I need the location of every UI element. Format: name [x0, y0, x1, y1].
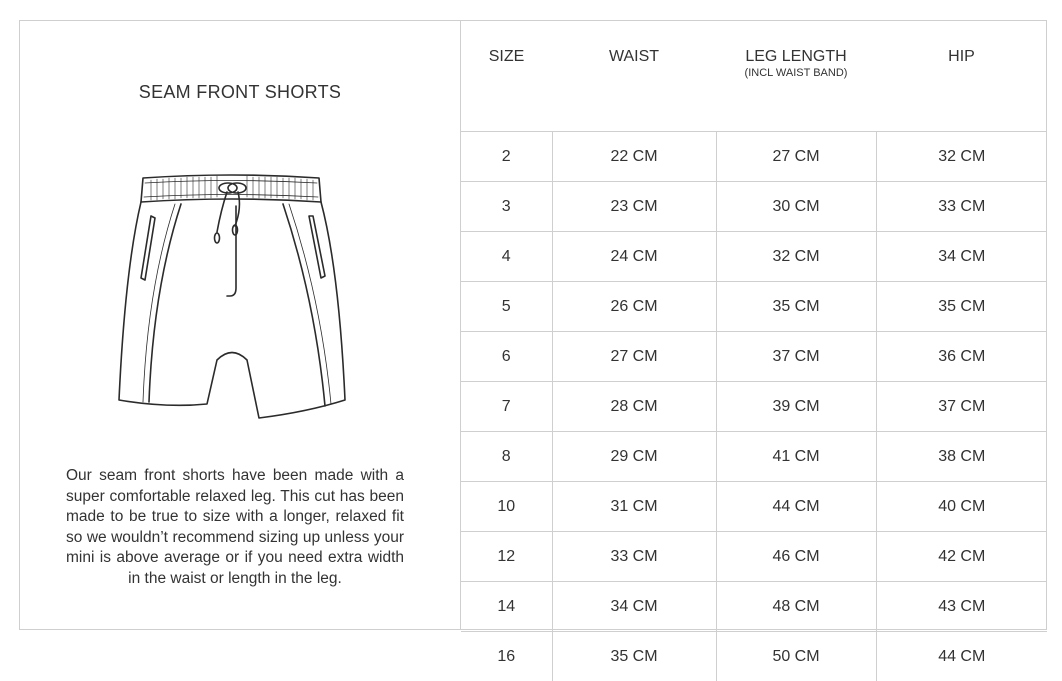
header-size: SIZE	[461, 20, 552, 132]
hip-cell: 33 CM	[876, 182, 1047, 232]
waist-cell: 26 CM	[552, 282, 716, 332]
hip-cell: 34 CM	[876, 232, 1047, 282]
table-row	[461, 132, 1047, 182]
size-table	[461, 20, 1047, 681]
waist-cell: 35 CM	[552, 632, 716, 681]
hip-cell: 35 CM	[876, 282, 1047, 332]
header-leg-length-note: (INCL WAIST BAND)	[717, 67, 875, 79]
waist-cell: 27 CM	[552, 332, 716, 382]
hip-cell: 37 CM	[876, 382, 1047, 432]
table-row	[461, 532, 1047, 582]
table-row	[461, 182, 1047, 232]
product-title: SEAM FRONT SHORTS	[19, 82, 461, 103]
size-cell: 3	[461, 182, 552, 232]
hip-cell: 44 CM	[876, 632, 1047, 681]
waist-cell: 31 CM	[552, 482, 716, 532]
table-row	[461, 332, 1047, 382]
leg-length-cell: 41 CM	[716, 432, 876, 482]
size-cell: 12	[461, 532, 552, 582]
waist-cell: 28 CM	[552, 382, 716, 432]
hip-cell: 36 CM	[876, 332, 1047, 382]
size-cell: 4	[461, 232, 552, 282]
waist-cell: 34 CM	[552, 582, 716, 632]
header-leg-length	[716, 20, 876, 132]
waist-cell: 22 CM	[552, 132, 716, 182]
table-header-row	[461, 20, 1047, 132]
leg-length-cell: 50 CM	[716, 632, 876, 681]
header-leg-length-label: LEG LENGTH	[745, 48, 846, 65]
hip-cell: 43 CM	[876, 582, 1047, 632]
table-row	[461, 282, 1047, 332]
table-row	[461, 382, 1047, 432]
size-cell: 8	[461, 432, 552, 482]
leg-length-cell: 44 CM	[716, 482, 876, 532]
hip-cell: 40 CM	[876, 482, 1047, 532]
size-cell: 10	[461, 482, 552, 532]
shorts-illustration	[97, 150, 367, 430]
size-cell: 2	[461, 132, 552, 182]
product-description: Our seam front shorts have been made with a super comfortable relaxed leg. This cut has been made to be true to size with a longer, relaxed fit so we wouldn’t recommend sizing up unless your mini is above average or if you need extra width in the waist or length in the leg.	[66, 466, 404, 589]
waist-cell: 23 CM	[552, 182, 716, 232]
leg-length-cell: 48 CM	[716, 582, 876, 632]
table-row	[461, 582, 1047, 632]
leg-length-cell: 30 CM	[716, 182, 876, 232]
leg-length-cell: 27 CM	[716, 132, 876, 182]
header-waist: WAIST	[552, 20, 716, 132]
product-panel	[19, 20, 461, 630]
waist-cell: 24 CM	[552, 232, 716, 282]
size-cell: 6	[461, 332, 552, 382]
waist-cell: 33 CM	[552, 532, 716, 582]
size-cell: 14	[461, 582, 552, 632]
leg-length-cell: 37 CM	[716, 332, 876, 382]
leg-length-cell: 46 CM	[716, 532, 876, 582]
hip-cell: 42 CM	[876, 532, 1047, 582]
hip-cell: 38 CM	[876, 432, 1047, 482]
size-cell: 7	[461, 382, 552, 432]
waist-cell: 29 CM	[552, 432, 716, 482]
size-cell: 16	[461, 632, 552, 681]
table-row	[461, 232, 1047, 282]
table-row	[461, 432, 1047, 482]
hip-cell: 32 CM	[876, 132, 1047, 182]
table-row	[461, 482, 1047, 532]
leg-length-cell: 32 CM	[716, 232, 876, 282]
leg-length-cell: 35 CM	[716, 282, 876, 332]
size-cell: 5	[461, 282, 552, 332]
header-hip: HIP	[876, 20, 1047, 132]
leg-length-cell: 39 CM	[716, 382, 876, 432]
table-row	[461, 632, 1047, 681]
